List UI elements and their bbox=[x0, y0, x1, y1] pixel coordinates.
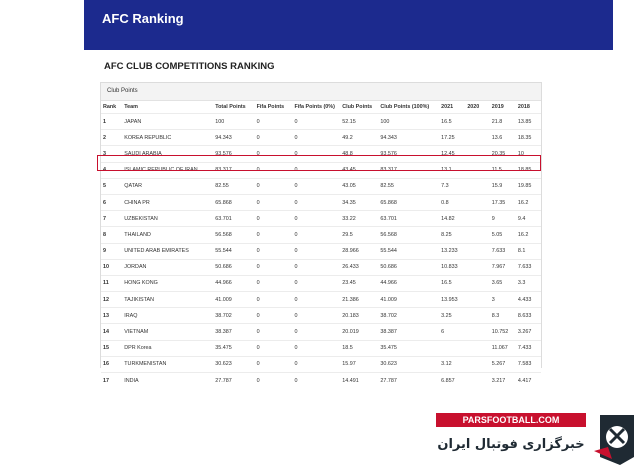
cell-team: ISLAMIC REPUBLIC OF IRAN bbox=[122, 162, 213, 178]
cell-2019: 20.35 bbox=[490, 146, 516, 162]
cell-rank: 2 bbox=[101, 130, 122, 146]
cell-2021: 10.833 bbox=[439, 259, 465, 275]
table-row[interactable] bbox=[101, 308, 541, 324]
cell-club-points: 43.45 bbox=[340, 162, 378, 178]
col-2019[interactable]: 2019 bbox=[491, 104, 504, 110]
table-row[interactable] bbox=[101, 292, 541, 308]
watermark-site: PARSFOOTBALL.COM bbox=[436, 413, 586, 427]
cell-fifa-points-0: 0 bbox=[292, 178, 340, 194]
cell-rank: 10 bbox=[101, 259, 122, 275]
cell-team: UNITED ARAB EMIRATES bbox=[122, 243, 213, 259]
cell-team: THAILAND bbox=[122, 227, 213, 243]
page-title: AFC Ranking bbox=[102, 11, 184, 26]
cell-2018: 4.417 bbox=[516, 373, 541, 389]
cell-club-points: 14.491 bbox=[340, 373, 378, 389]
cell-2019: 7.967 bbox=[490, 259, 516, 275]
table-row[interactable] bbox=[101, 340, 541, 356]
cell-total-points: 50.686 bbox=[213, 259, 254, 275]
cell-2021: 16.5 bbox=[439, 114, 465, 130]
cell-fifa-points: 0 bbox=[255, 211, 293, 227]
cell-team: DPR Korea bbox=[122, 340, 213, 356]
cell-club-points-100: 35.475 bbox=[378, 340, 439, 356]
cell-2019: 9 bbox=[490, 211, 516, 227]
cell-fifa-points: 0 bbox=[255, 162, 293, 178]
cell-fifa-points: 0 bbox=[255, 194, 293, 210]
cell-total-points: 38.702 bbox=[213, 308, 254, 324]
cell-2018: 8.1 bbox=[516, 243, 541, 259]
header-band bbox=[84, 0, 613, 50]
cell-2019: 10.752 bbox=[490, 324, 516, 340]
cell-2020 bbox=[465, 356, 489, 372]
cell-2019: 3.217 bbox=[490, 373, 516, 389]
cell-club-points-100: 56.568 bbox=[378, 227, 439, 243]
cell-rank: 11 bbox=[101, 275, 122, 291]
section-title: AFC CLUB COMPETITIONS RANKING bbox=[104, 61, 275, 72]
cell-total-points: 56.568 bbox=[213, 227, 254, 243]
cell-2019: 8.3 bbox=[490, 308, 516, 324]
cell-rank: 6 bbox=[101, 194, 122, 210]
cell-total-points: 82.55 bbox=[213, 178, 254, 194]
cell-fifa-points: 0 bbox=[255, 178, 293, 194]
cell-fifa-points: 0 bbox=[255, 373, 293, 389]
cell-total-points: 83.317 bbox=[213, 162, 254, 178]
cell-team: JAPAN bbox=[122, 114, 213, 130]
cell-total-points: 35.475 bbox=[213, 340, 254, 356]
cell-club-points: 18.5 bbox=[340, 340, 378, 356]
cell-2020 bbox=[465, 243, 489, 259]
cell-club-points-100: 93.576 bbox=[378, 146, 439, 162]
cell-club-points: 52.15 bbox=[340, 114, 378, 130]
cell-rank: 17 bbox=[101, 373, 122, 389]
cell-2020 bbox=[465, 211, 489, 227]
cell-2018: 4.433 bbox=[516, 292, 541, 308]
cell-2020 bbox=[465, 308, 489, 324]
cell-club-points-100: 55.544 bbox=[378, 243, 439, 259]
cell-2019: 15.9 bbox=[490, 178, 516, 194]
cell-2018: 7.583 bbox=[516, 356, 541, 372]
cell-2018: 13.85 bbox=[516, 114, 541, 130]
col-fifa-points-0[interactable]: Fifa Points (0%) bbox=[294, 104, 335, 110]
cell-2021: 17.25 bbox=[439, 130, 465, 146]
cell-2020 bbox=[465, 130, 489, 146]
table-row[interactable] bbox=[101, 259, 541, 275]
cell-fifa-points-0: 0 bbox=[292, 114, 340, 130]
cell-club-points-100: 63.701 bbox=[378, 211, 439, 227]
cell-total-points: 55.544 bbox=[213, 243, 254, 259]
cell-2021: 7.3 bbox=[439, 178, 465, 194]
cell-fifa-points-0: 0 bbox=[292, 275, 340, 291]
cell-2020 bbox=[465, 227, 489, 243]
cell-2018: 3.267 bbox=[516, 324, 541, 340]
cell-fifa-points-0: 0 bbox=[292, 162, 340, 178]
cell-rank: 9 bbox=[101, 243, 122, 259]
cell-2018: 7.633 bbox=[516, 259, 541, 275]
cell-rank: 15 bbox=[101, 340, 122, 356]
cell-fifa-points-0: 0 bbox=[292, 356, 340, 372]
cell-fifa-points: 0 bbox=[255, 130, 293, 146]
cell-rank: 8 bbox=[101, 227, 122, 243]
ball-emblem-icon bbox=[590, 413, 638, 467]
table-header-row bbox=[101, 101, 541, 114]
cell-club-points-100: 27.787 bbox=[378, 373, 439, 389]
cell-fifa-points: 0 bbox=[255, 227, 293, 243]
cell-rank: 12 bbox=[101, 292, 122, 308]
cell-2021: 6.857 bbox=[439, 373, 465, 389]
table-row[interactable] bbox=[101, 114, 541, 130]
cell-fifa-points-0: 0 bbox=[292, 340, 340, 356]
col-2021[interactable]: 2021 bbox=[441, 104, 454, 110]
cell-2018: 19.85 bbox=[516, 178, 541, 194]
col-total-points[interactable]: Total Points bbox=[215, 104, 246, 110]
cell-team: TAJIKISTAN bbox=[122, 292, 213, 308]
cell-club-points: 34.35 bbox=[340, 194, 378, 210]
cell-2018: 16.2 bbox=[516, 227, 541, 243]
cell-fifa-points-0: 0 bbox=[292, 227, 340, 243]
cell-2020 bbox=[465, 259, 489, 275]
table-row[interactable] bbox=[101, 178, 541, 194]
cell-club-points: 48.8 bbox=[340, 146, 378, 162]
cell-team: IRAQ bbox=[122, 308, 213, 324]
cell-rank: 5 bbox=[101, 178, 122, 194]
cell-club-points-100: 94.343 bbox=[378, 130, 439, 146]
cell-2021: 14.82 bbox=[439, 211, 465, 227]
cell-team: JORDAN bbox=[122, 259, 213, 275]
cell-2020 bbox=[465, 194, 489, 210]
cell-2021: 13.1 bbox=[439, 162, 465, 178]
cell-club-points: 29.5 bbox=[340, 227, 378, 243]
cell-fifa-points-0: 0 bbox=[292, 308, 340, 324]
cell-club-points: 21.386 bbox=[340, 292, 378, 308]
cell-rank: 13 bbox=[101, 308, 122, 324]
cell-club-points: 43.05 bbox=[340, 178, 378, 194]
table-row[interactable] bbox=[101, 275, 541, 291]
cell-2021: 3.12 bbox=[439, 356, 465, 372]
cell-team: VIETNAM bbox=[122, 324, 213, 340]
cell-club-points-100: 44.966 bbox=[378, 275, 439, 291]
cell-2018: 16.2 bbox=[516, 194, 541, 210]
ranking-table-card bbox=[100, 82, 542, 384]
cell-total-points: 100 bbox=[213, 114, 254, 130]
cell-team: QATAR bbox=[122, 178, 213, 194]
cell-fifa-points: 0 bbox=[255, 259, 293, 275]
cell-2018: 3.3 bbox=[516, 275, 541, 291]
cell-fifa-points-0: 0 bbox=[292, 146, 340, 162]
cell-fifa-points-0: 0 bbox=[292, 211, 340, 227]
table-row[interactable] bbox=[101, 373, 541, 389]
cell-2021: 13.953 bbox=[439, 292, 465, 308]
col-2020[interactable]: 2020 bbox=[467, 104, 480, 110]
table-row[interactable] bbox=[101, 227, 541, 243]
cell-club-points: 33.22 bbox=[340, 211, 378, 227]
cell-2018: 8.633 bbox=[516, 308, 541, 324]
watermark-tagline: خبرگزاری فوتبال ایران bbox=[437, 437, 585, 452]
cell-2019: 17.35 bbox=[490, 194, 516, 210]
table-row[interactable] bbox=[101, 243, 541, 259]
cell-club-points: 20.183 bbox=[340, 308, 378, 324]
cell-fifa-points: 0 bbox=[255, 308, 293, 324]
cell-total-points: 93.576 bbox=[213, 146, 254, 162]
table-row[interactable] bbox=[101, 356, 541, 372]
cell-team: TURKMENISTAN bbox=[122, 356, 213, 372]
cell-club-points-100: 30.623 bbox=[378, 356, 439, 372]
cell-rank: 7 bbox=[101, 211, 122, 227]
cell-fifa-points: 0 bbox=[255, 146, 293, 162]
cell-2019: 5.267 bbox=[490, 356, 516, 372]
cell-fifa-points: 0 bbox=[255, 275, 293, 291]
cell-club-points-100: 83.317 bbox=[378, 162, 439, 178]
table-row[interactable] bbox=[101, 194, 541, 210]
cell-2021 bbox=[439, 340, 465, 356]
cell-club-points: 28.966 bbox=[340, 243, 378, 259]
cell-rank: 4 bbox=[101, 162, 122, 178]
cell-total-points: 41.009 bbox=[213, 292, 254, 308]
cell-club-points: 15.97 bbox=[340, 356, 378, 372]
cell-club-points-100: 82.55 bbox=[378, 178, 439, 194]
cell-2019: 11.5 bbox=[490, 162, 516, 178]
cell-fifa-points-0: 0 bbox=[292, 373, 340, 389]
cell-2018: 9.4 bbox=[516, 211, 541, 227]
cell-2018: 18.35 bbox=[516, 130, 541, 146]
cell-club-points: 26.433 bbox=[340, 259, 378, 275]
col-fifa-points[interactable]: Fifa Points bbox=[256, 104, 285, 110]
cell-fifa-points-0: 0 bbox=[292, 194, 340, 210]
col-2018[interactable]: 2018 bbox=[517, 104, 530, 110]
cell-2019: 3 bbox=[490, 292, 516, 308]
col-rank[interactable]: Rank bbox=[103, 104, 117, 110]
cell-total-points: 38.387 bbox=[213, 324, 254, 340]
cell-fifa-points: 0 bbox=[255, 114, 293, 130]
cell-team: KOREA REPUBLIC bbox=[122, 130, 213, 146]
cell-2019: 5.05 bbox=[490, 227, 516, 243]
cell-2019: 21.8 bbox=[490, 114, 516, 130]
cell-2021: 0.8 bbox=[439, 194, 465, 210]
cell-2020 bbox=[465, 275, 489, 291]
cell-fifa-points: 0 bbox=[255, 340, 293, 356]
cell-2019: 7.633 bbox=[490, 243, 516, 259]
cell-team: UZBEKISTAN bbox=[122, 211, 213, 227]
cell-fifa-points-0: 0 bbox=[292, 259, 340, 275]
cell-2020 bbox=[465, 324, 489, 340]
cell-2021: 3.25 bbox=[439, 308, 465, 324]
cell-2021: 12.45 bbox=[439, 146, 465, 162]
cell-2020 bbox=[465, 292, 489, 308]
highlighted-row-outline bbox=[97, 155, 541, 171]
cell-2020 bbox=[465, 114, 489, 130]
cell-club-points-100: 65.868 bbox=[378, 194, 439, 210]
cell-2020 bbox=[465, 178, 489, 194]
cell-total-points: 27.787 bbox=[213, 373, 254, 389]
cell-club-points: 20.019 bbox=[340, 324, 378, 340]
col-team[interactable]: Team bbox=[124, 104, 138, 110]
cell-fifa-points-0: 0 bbox=[292, 292, 340, 308]
cell-rank: 16 bbox=[101, 356, 122, 372]
cell-rank: 1 bbox=[101, 114, 122, 130]
cell-total-points: 30.623 bbox=[213, 356, 254, 372]
cell-total-points: 65.868 bbox=[213, 194, 254, 210]
cell-2021: 8.25 bbox=[439, 227, 465, 243]
cell-team: CHINA PR bbox=[122, 194, 213, 210]
cell-fifa-points: 0 bbox=[255, 356, 293, 372]
cell-2019: 3.65 bbox=[490, 275, 516, 291]
cell-fifa-points: 0 bbox=[255, 292, 293, 308]
cell-fifa-points-0: 0 bbox=[292, 324, 340, 340]
cell-club-points: 49.2 bbox=[340, 130, 378, 146]
col-club-points-100[interactable]: Club Points (100%) bbox=[380, 104, 430, 110]
cell-2020 bbox=[465, 340, 489, 356]
cell-club-points-100: 50.686 bbox=[378, 259, 439, 275]
cell-club-points: 23.45 bbox=[340, 275, 378, 291]
cell-2020 bbox=[465, 373, 489, 389]
cell-2018: 18.85 bbox=[516, 162, 541, 178]
table-row[interactable] bbox=[101, 324, 541, 340]
cell-2019: 11.067 bbox=[490, 340, 516, 356]
card-header: Club Points bbox=[101, 83, 541, 101]
cell-fifa-points: 0 bbox=[255, 324, 293, 340]
table-row[interactable] bbox=[101, 211, 541, 227]
cell-total-points: 44.966 bbox=[213, 275, 254, 291]
cell-team: INDIA bbox=[122, 373, 213, 389]
parsfootball-logo bbox=[432, 413, 640, 467]
cell-2021: 6 bbox=[439, 324, 465, 340]
cell-total-points: 63.701 bbox=[213, 211, 254, 227]
cell-2021: 13.233 bbox=[439, 243, 465, 259]
cell-club-points-100: 41.009 bbox=[378, 292, 439, 308]
cell-2019: 13.6 bbox=[490, 130, 516, 146]
cell-club-points-100: 100 bbox=[378, 114, 439, 130]
cell-team: SAUDI ARABIA bbox=[122, 146, 213, 162]
cell-2018: 7.433 bbox=[516, 340, 541, 356]
cell-fifa-points-0: 0 bbox=[292, 243, 340, 259]
cell-club-points-100: 38.702 bbox=[378, 308, 439, 324]
cell-rank: 3 bbox=[101, 146, 122, 162]
cell-fifa-points-0: 0 bbox=[292, 130, 340, 146]
cell-fifa-points: 0 bbox=[255, 243, 293, 259]
table-row[interactable] bbox=[101, 130, 541, 146]
cell-2021: 16.5 bbox=[439, 275, 465, 291]
ranking-table bbox=[101, 101, 541, 388]
col-club-points[interactable]: Club Points bbox=[342, 104, 373, 110]
cell-team: HONG KONG bbox=[122, 275, 213, 291]
cell-2018: 10 bbox=[516, 146, 541, 162]
cell-rank: 14 bbox=[101, 324, 122, 340]
cell-club-points-100: 38.387 bbox=[378, 324, 439, 340]
cell-total-points: 94.343 bbox=[213, 130, 254, 146]
